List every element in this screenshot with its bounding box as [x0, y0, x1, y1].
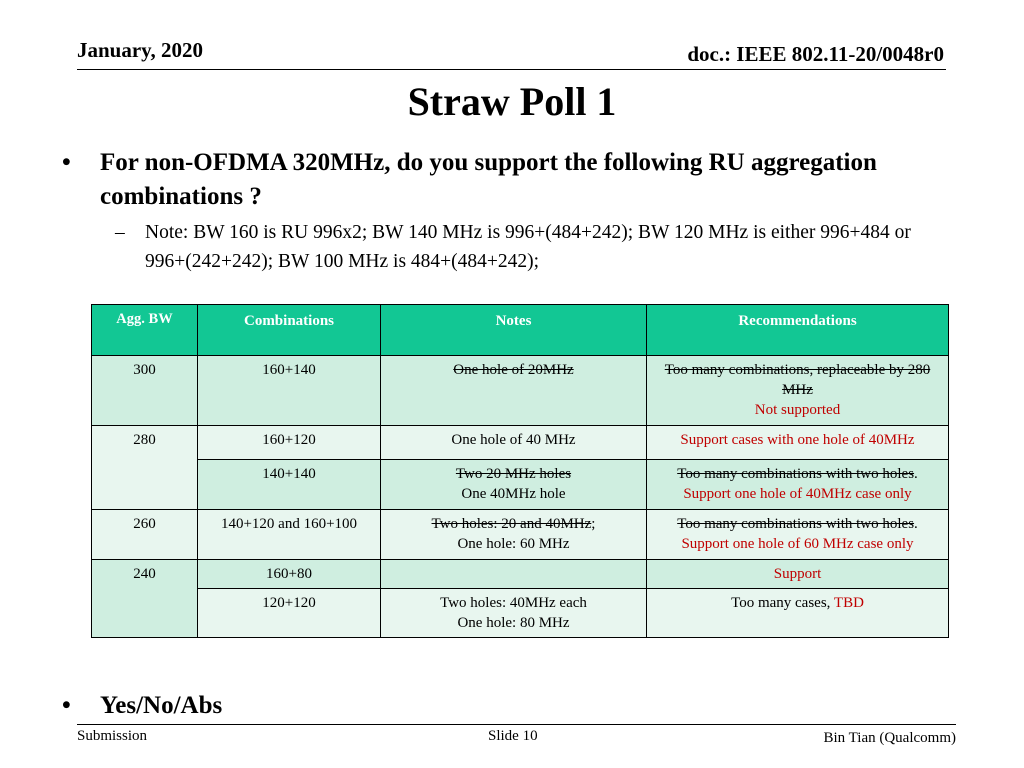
- cell-notes: [381, 510, 647, 560]
- rec-red-text: Support: [773, 566, 822, 582]
- rec-period: .: [914, 516, 918, 532]
- rec-plain-text: Too many cases,: [731, 595, 834, 611]
- header-divider: [77, 69, 946, 70]
- cell-notes: [381, 560, 647, 589]
- note-text: Note: BW 160 is RU 996x2; BW 140 MHz is 996+(484+242); BW 120 MHz is either 996+484 or 996+(242+242); BW 100 MHz is 484+(484+242);: [145, 222, 911, 272]
- cell-agg-bw: 280: [92, 426, 198, 510]
- table-row: [92, 560, 949, 589]
- cell-recommendation: [647, 510, 949, 560]
- notes-line-2: One hole: 80 MHz: [457, 615, 570, 631]
- rec-red-text: Support one hole of 40MHz case only: [683, 486, 912, 502]
- rec-struck-text: Too many combinations with two holes: [677, 466, 915, 482]
- bullet-question-text: For non-OFDMA 320MHz, do you support the following RU aggregation combinations ?: [100, 149, 877, 210]
- rec-red-text: Not supported: [754, 402, 841, 418]
- notes-semicolon: ;: [591, 516, 596, 532]
- bullet-dot: •: [62, 692, 71, 719]
- footer-slide-number: Slide 10: [488, 728, 538, 744]
- notes-struck-text: One hole of 20MHz: [453, 362, 574, 378]
- cell-notes: [381, 460, 647, 510]
- cell-notes: One hole of 40 MHz: [381, 426, 647, 460]
- footer-submission: Submission: [77, 728, 148, 744]
- notes-plain-text: One hole: 60 MHz: [457, 536, 570, 552]
- cell-combination: 140+120 and 160+100: [198, 510, 381, 560]
- slide-title: Straw Poll 1: [407, 79, 617, 124]
- header-doc-id: doc.: IEEE 802.11-20/0048r0: [687, 42, 944, 66]
- table-row: [92, 460, 949, 510]
- rec-struck-text: Too many combinations, replaceable by 280 MHz: [664, 362, 931, 398]
- header-notes: Notes: [381, 305, 647, 356]
- header-agg-bw: Agg. BW: [92, 305, 198, 356]
- sub-bullet-dash: –: [115, 222, 125, 243]
- cell-agg-bw: 300: [92, 356, 198, 426]
- rec-red-text: TBD: [833, 595, 864, 611]
- header-date: January, 2020: [77, 38, 204, 62]
- rec-red-text: Support one hole of 60 MHz case only: [681, 536, 914, 552]
- cell-recommendation: [647, 560, 949, 589]
- ru-aggregation-table: [91, 304, 949, 638]
- notes-plain-text: One 40MHz hole: [461, 486, 566, 502]
- notes-struck-text: Two holes: 20 and 40MHz: [431, 516, 592, 532]
- header-recommendations: Recommendations: [647, 305, 949, 356]
- cell-combination: 160+120: [198, 426, 381, 460]
- cell-notes: [381, 356, 647, 426]
- cell-recommendation: [647, 426, 949, 460]
- footer-author: Bin Tian (Qualcomm): [823, 730, 956, 746]
- header-combinations: Combinations: [198, 305, 381, 356]
- notes-struck-text: Two 20 MHz holes: [455, 466, 572, 482]
- footer-divider: [77, 724, 956, 725]
- cell-notes: [381, 589, 647, 638]
- table-row: [92, 426, 949, 460]
- cell-agg-bw: 260: [92, 510, 198, 560]
- table-row: [92, 356, 949, 426]
- cell-agg-bw: 240: [92, 560, 198, 638]
- vote-options-text: Yes/No/Abs: [100, 692, 223, 719]
- table-header-row: [92, 305, 949, 356]
- cell-recommendation: [647, 589, 949, 638]
- table-row: [92, 510, 949, 560]
- cell-recommendation: [647, 460, 949, 510]
- cell-combination: 120+120: [198, 589, 381, 638]
- cell-combination: 160+140: [198, 356, 381, 426]
- table-row: [92, 589, 949, 638]
- cell-recommendation: [647, 356, 949, 426]
- rec-red-text: Support cases with one hole of 40MHz: [680, 432, 915, 448]
- rec-struck-text: Too many combinations with two holes: [677, 516, 915, 532]
- rec-period: .: [914, 466, 918, 482]
- notes-line-1: Two holes: 40MHz each: [440, 595, 587, 611]
- bullet-dot: •: [62, 149, 71, 176]
- cell-combination: 160+80: [198, 560, 381, 589]
- cell-combination: 140+140: [198, 460, 381, 510]
